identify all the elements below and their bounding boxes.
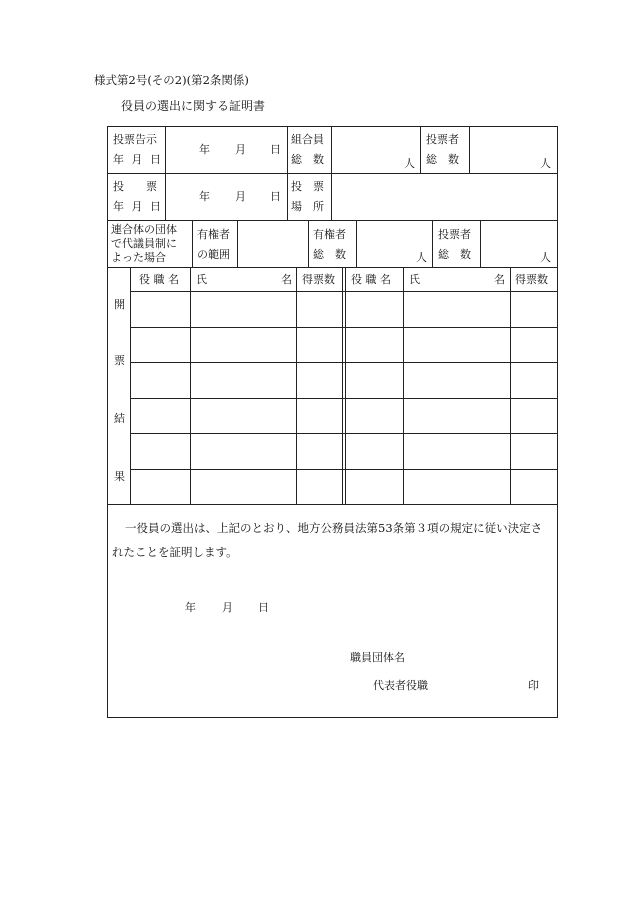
- cert-year-label: 年: [185, 601, 196, 614]
- results-side-char-2: 票: [114, 354, 125, 367]
- voters-total-label-1: 投票者: [426, 133, 459, 146]
- header-votes-right: 得票数: [515, 273, 548, 286]
- federation-label-1: 連合体の団体: [111, 223, 177, 236]
- vote-notice-label-2: 年 月 日: [113, 153, 163, 166]
- federation-voters-unit: 人: [540, 251, 551, 264]
- eligible-range-label-1: 有権者: [197, 228, 230, 241]
- representative-title-label: 代表者役職: [373, 679, 428, 692]
- header-surname-right: 氏: [409, 273, 420, 286]
- vote-date-label-1: 投 票: [113, 180, 157, 193]
- members-total-label-2: 総 数: [291, 153, 324, 166]
- eligible-total-label-2: 総 数: [313, 248, 346, 261]
- certification-line-1: 一役員の選出は、上記のとおり、地方公務員法第53条第３項の規定に従い決定さ: [125, 521, 543, 535]
- eligible-total-label-1: 有権者: [313, 228, 346, 241]
- vote-notice-label-1: 投票告示: [113, 133, 157, 146]
- voters-total-label-2: 総 数: [426, 153, 459, 166]
- members-unit: 人: [404, 157, 415, 170]
- eligible-range-label-2: の範囲: [197, 248, 230, 261]
- vote-place-label-2: 場 所: [291, 200, 324, 213]
- vote-date-label-2: 年 月 日: [113, 200, 163, 213]
- vote-day-label: 日: [270, 190, 281, 203]
- document-title: 役員の選出に関する証明書: [121, 99, 266, 113]
- form-number-label: 様式第2号(その2)(第2条関係): [94, 73, 249, 87]
- notice-day-label: 日: [270, 143, 281, 156]
- federation-voters-label-1: 投票者: [438, 228, 471, 241]
- results-side-char-1: 開: [114, 298, 125, 311]
- cert-day-label: 日: [258, 601, 269, 614]
- header-position-left: 役 職 名: [139, 273, 179, 286]
- federation-voters-label-2: 総 数: [438, 248, 471, 261]
- members-total-label-1: 組合員: [291, 133, 324, 146]
- header-givenname-right: 名: [494, 273, 505, 286]
- results-side-char-4: 果: [114, 470, 125, 483]
- header-surname-left: 氏: [196, 273, 207, 286]
- vote-place-label-1: 投 票: [291, 180, 324, 193]
- federation-label-2: で代議員制に: [111, 237, 177, 250]
- results-side-char-3: 結: [114, 412, 125, 425]
- seal-mark: 印: [528, 679, 539, 692]
- vote-year-label: 年: [199, 190, 210, 203]
- certification-line-2: れたことを証明します。: [112, 545, 238, 559]
- federation-label-3: よった場合: [111, 251, 166, 264]
- notice-month-label: 月: [235, 143, 246, 156]
- eligible-unit: 人: [416, 251, 427, 264]
- cert-month-label: 月: [222, 601, 233, 614]
- organization-name-label: 職員団体名: [350, 651, 405, 664]
- notice-year-label: 年: [199, 143, 210, 156]
- voters-unit: 人: [540, 157, 551, 170]
- header-givenname-left: 名: [281, 273, 292, 286]
- vote-month-label: 月: [235, 190, 246, 203]
- header-votes-left: 得票数: [302, 273, 335, 286]
- header-position-right: 役 職 名: [351, 273, 391, 286]
